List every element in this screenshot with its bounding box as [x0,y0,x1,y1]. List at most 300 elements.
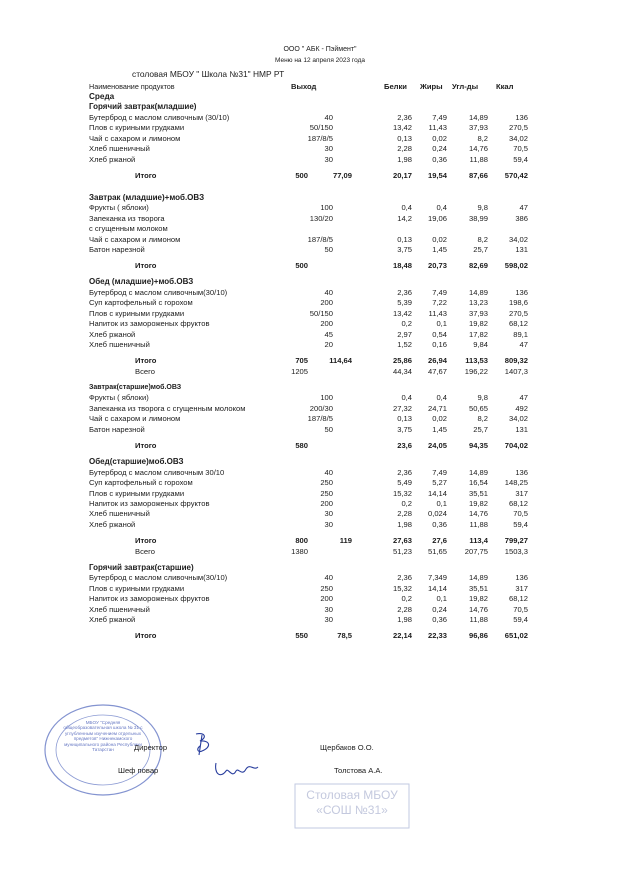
fat-cell: 1,45 [432,424,447,434]
protein-cell: 2,28 [397,604,412,614]
item-name: Обед(старшие)моб.ОВЗ [89,457,184,467]
table-row [0,203,640,213]
protein-cell: 5,39 [397,298,412,308]
output-cell: 200 [320,319,333,329]
kcal-cell: 148,25 [504,478,528,488]
item-name: Напиток из замороженых фруктов [89,319,210,329]
item-name: с сгущенным молоком [89,224,168,234]
col-kcal-header: Ккал [496,82,514,91]
col-name-header: Наименование продуктов [89,82,175,91]
table-row [0,123,640,133]
output-cell: 20 [324,340,333,350]
table-row [0,414,640,424]
stamp-text: Столовая МБОУ «СОШ №31» [306,788,398,817]
fat-cell: 51,65 [427,546,447,556]
section-header [0,457,640,467]
item-name: Хлеб пшеничный [89,604,150,614]
carbs-cell: 13,23 [468,298,488,308]
item-name: Чай с сахаром и лимоном [89,414,181,424]
kcal-cell: 492 [515,403,528,413]
item-name: Бутерброд с маслом сливочным 30/10 [89,467,225,477]
item-name: Горячий завтрак(старшие) [89,562,194,572]
fat-cell: 20,73 [427,261,447,271]
item-name: Фрукты ( яблоки) [89,393,149,403]
price-cell: 114,64 [329,356,352,366]
fat-cell: 0,02 [432,414,447,424]
total-row [0,631,640,641]
protein-cell: 0,2 [401,319,412,329]
fat-cell: 0,54 [432,329,447,339]
grand-total-row [0,367,640,377]
table-row [0,584,640,594]
fat-cell: 7,349 [427,573,447,583]
output-cell: 187/8/5 [307,133,333,143]
output-cell: 30 [324,144,333,154]
carbs-cell: 196,22 [464,366,488,376]
canteen-stamp [293,782,411,830]
table-row [0,468,640,478]
table-row [0,489,640,499]
output-cell: 45 [324,329,333,339]
output-cell: 705 [295,356,308,366]
fat-cell: 5,27 [432,478,447,488]
table-row [0,235,640,245]
table-row [0,155,640,165]
kcal-cell: 34,02 [508,234,528,244]
fat-cell: 26,94 [427,356,447,366]
fat-cell: 7,49 [432,467,447,477]
protein-cell: 2,36 [397,112,412,122]
section-header [0,383,640,393]
kcal-cell: 136 [515,573,528,583]
kcal-cell: 704,02 [504,441,528,451]
protein-cell: 2,97 [397,329,412,339]
output-cell: 500 [295,261,308,271]
protein-cell: 22,14 [392,631,412,641]
output-cell: 130/20 [309,213,333,223]
fat-cell: 27,6 [432,536,447,546]
fat-cell: 47,67 [427,366,447,376]
fat-cell: 11,43 [428,123,447,133]
company-name: ООО " АБК - Пэймент" [283,46,357,53]
fat-cell: 14,14 [427,583,447,593]
carbs-cell: 94,35 [468,441,488,451]
fat-cell: 22,33 [427,631,447,641]
item-name: Суп картофельный с горохом [89,298,193,308]
kcal-cell: 386 [515,213,528,223]
output-cell: 250 [320,478,333,488]
director-signature [190,731,220,757]
protein-cell: 13,42 [392,123,412,133]
output-cell: 40 [324,112,333,122]
kcal-cell: 131 [515,424,528,434]
kcal-cell: 570,42 [504,170,528,180]
col-protein-header: Белки [384,82,407,91]
carbs-cell: 14,89 [468,287,488,297]
item-name: Бутерброд с маслом сливочным (30/10) [89,112,230,122]
price-cell: 77,09 [332,170,352,180]
protein-cell: 1,98 [397,519,412,529]
fat-cell: 0,1 [436,499,447,509]
school-name: столовая МБОУ " Школа №31" НМР РТ [132,69,285,79]
output-cell: 30 [324,604,333,614]
protein-cell: 27,63 [392,536,412,546]
carbs-cell: 35,51 [468,488,488,498]
item-name: Итого [135,441,157,451]
output-cell: 1205 [291,366,308,376]
protein-cell: 0,2 [401,594,412,604]
protein-cell: 27,32 [392,403,412,413]
table-row [0,425,640,435]
kcal-cell: 70,5 [513,509,528,519]
col-output-header: Выход [291,82,317,91]
item-name: Итого [135,536,157,546]
section-header [0,102,640,112]
output-cell: 187/8/5 [307,234,333,244]
chef-name: Толстова А.А. [334,766,383,775]
output-cell: 200 [320,499,333,509]
fat-cell: 7,22 [432,298,447,308]
protein-cell: 51,23 [392,546,412,556]
kcal-cell: 68,12 [508,319,528,329]
protein-cell: 44,34 [392,366,412,376]
item-name: Суп картофельный с горохом [89,478,193,488]
kcal-cell: 70,5 [513,604,528,614]
protein-cell: 1,98 [397,154,412,164]
fat-cell: 24,71 [427,403,447,413]
carbs-cell: 25,7 [473,424,488,434]
item-name: Итого [135,631,157,641]
protein-cell: 2,36 [397,467,412,477]
protein-cell: 1,98 [397,615,412,625]
table-row [0,499,640,509]
table-row [0,594,640,604]
kcal-cell: 59,4 [513,519,528,529]
fat-cell: 11,43 [428,308,447,318]
carbs-cell: 8,2 [477,234,488,244]
output-cell: 30 [324,615,333,625]
item-name: Запеканка из творога [89,213,165,223]
kcal-cell: 799,27 [504,536,528,546]
carbs-cell: 50,65 [468,403,488,413]
table-row [0,245,640,255]
item-name: Запеканка из творога с сгущенным молоком [89,403,246,413]
fat-cell: 0,02 [432,234,447,244]
item-name: Батон нарезной [89,245,145,255]
seal-text: МБОУ "Средняя общеобразовательная школа № 31 с углубленным изучением отдельных предметов" Нижнекамского муниципального района Республики Татарстан [63,720,143,753]
carbs-cell: 35,51 [468,583,488,593]
fat-cell: 0,4 [436,393,447,403]
fat-cell: 0,4 [436,203,447,213]
kcal-cell: 136 [515,112,528,122]
carbs-cell: 14,89 [468,467,488,477]
carbs-cell: 96,86 [468,631,488,641]
item-name: Чай с сахаром и лимоном [89,133,181,143]
item-name: Хлеб пшеничный [89,144,150,154]
kcal-cell: 270,5 [508,308,528,318]
carbs-cell: 14,89 [468,112,488,122]
carbs-cell: 37,93 [468,308,488,318]
section-header [0,193,640,203]
output-cell: 40 [324,467,333,477]
protein-cell: 3,75 [397,424,412,434]
total-row [0,441,640,451]
output-cell: 200/30 [309,403,333,413]
kcal-cell: 59,4 [513,154,528,164]
item-name: Всего [135,546,155,556]
total-row [0,536,640,546]
output-cell: 40 [324,287,333,297]
col-fat-header: Жиры [420,82,443,91]
kcal-cell: 1503,3 [504,546,528,556]
carbs-cell: 25,7 [473,245,488,255]
item-name: Фрукты ( яблоки) [89,203,149,213]
output-cell: 1380 [291,546,308,556]
item-name: Итого [135,356,157,366]
fat-cell: 0,1 [436,594,447,604]
fat-cell: 0,24 [432,144,447,154]
total-row [0,171,640,181]
menu-date: Меню на 12 апреля 2023 года [274,57,366,64]
price-cell: 119 [339,536,352,546]
carbs-cell: 9,8 [477,393,488,403]
output-cell: 100 [320,393,333,403]
table-row [0,509,640,519]
protein-cell: 14,2 [397,213,412,223]
item-name: Обед (младшие)+моб.ОВЗ [89,277,194,287]
kcal-cell: 68,12 [508,499,528,509]
kcal-cell: 47 [519,340,528,350]
protein-cell: 0,4 [401,203,412,213]
protein-cell: 0,2 [401,499,412,509]
kcal-cell: 131 [515,245,528,255]
table-row [0,288,640,298]
kcal-cell: 89,1 [513,329,528,339]
protein-cell: 3,75 [397,245,412,255]
item-name: Завтрак(старшие)моб.ОВЗ [89,384,182,392]
table-row [0,309,640,319]
output-cell: 50 [324,245,333,255]
output-cell: 200 [320,298,333,308]
kcal-cell: 651,02 [504,631,528,641]
table-row [0,224,640,234]
output-cell: 30 [324,154,333,164]
output-cell: 50 [324,424,333,434]
item-name: Плов с куриными грудками [89,583,185,593]
item-name: Хлеб ржаной [89,329,136,339]
fat-cell: 24,05 [427,441,447,451]
output-cell: 40 [324,573,333,583]
carbs-cell: 37,93 [468,123,488,133]
total-row [0,356,640,366]
section-header [0,563,640,573]
price-cell: 78,5 [337,631,352,641]
item-name: Напиток из замороженых фруктов [89,594,210,604]
carbs-cell: 11,88 [469,154,488,164]
protein-cell: 0,13 [397,234,412,244]
output-cell: 200 [320,594,333,604]
protein-cell: 13,42 [392,308,412,318]
fat-cell: 0,36 [432,519,447,529]
protein-cell: 25,86 [392,356,412,366]
item-name: Хлеб пшеничный [89,340,150,350]
table-row [0,605,640,615]
table-row [0,113,640,123]
protein-cell: 20,17 [392,170,412,180]
carbs-cell: 113,4 [469,536,488,546]
kcal-cell: 270,5 [508,123,528,133]
carbs-cell: 11,88 [469,615,488,625]
fat-cell: 7,49 [432,112,447,122]
output-cell: 800 [295,536,308,546]
output-cell: 50/150 [309,308,333,318]
table-row [0,573,640,583]
output-cell: 100 [320,203,333,213]
table-row [0,478,640,488]
table-row [0,340,640,350]
col-carbs-header: Угл-ды [452,82,479,91]
day-header [0,92,640,102]
output-cell: 580 [295,441,308,451]
item-name: Хлеб пшеничный [89,509,150,519]
item-name: Хлеб ржаной [89,154,136,164]
protein-cell: 0,4 [401,393,412,403]
item-name: Среда [89,92,115,101]
table-row [0,615,640,625]
output-cell: 250 [320,488,333,498]
kcal-cell: 809,32 [504,356,528,366]
item-name: Напиток из замороженых фруктов [89,499,210,509]
carbs-cell: 17,82 [468,329,488,339]
output-cell: 250 [320,583,333,593]
kcal-cell: 136 [515,287,528,297]
table-row [0,393,640,403]
output-cell: 187/8/5 [307,414,333,424]
fat-cell: 0,24 [432,604,447,614]
fat-cell: 14,14 [427,488,447,498]
protein-cell: 5,49 [397,478,412,488]
kcal-cell: 198,6 [508,298,528,308]
table-row [0,520,640,530]
chef-label: Шеф повар [118,766,159,775]
output-cell: 500 [295,170,308,180]
table-row [0,404,640,414]
table-row [0,214,640,224]
item-name: Итого [135,261,157,271]
table-row [0,330,640,340]
fat-cell: 7,49 [432,287,447,297]
output-cell: 550 [295,631,308,641]
protein-cell: 0,13 [397,414,412,424]
carbs-cell: 16,54 [468,478,488,488]
fat-cell: 19,06 [427,213,447,223]
item-name: Хлеб ржаной [89,519,136,529]
carbs-cell: 14,76 [468,509,488,519]
item-name: Итого [135,170,157,180]
table-row [0,144,640,154]
carbs-cell: 8,2 [477,133,488,143]
item-name: Плов с куриными грудками [89,123,185,133]
fat-cell: 0,024 [427,509,447,519]
chef-signature [212,757,262,783]
kcal-cell: 34,02 [508,133,528,143]
kcal-cell: 47 [519,203,528,213]
section-header [0,277,640,287]
carbs-cell: 11,88 [469,519,488,529]
fat-cell: 19,54 [427,170,447,180]
carbs-cell: 9,84 [473,340,488,350]
fat-cell: 0,36 [432,154,447,164]
kcal-cell: 317 [515,488,528,498]
item-name: Всего [135,366,155,376]
protein-cell: 1,52 [397,340,412,350]
kcal-cell: 1407,3 [504,366,528,376]
carbs-cell: 113,53 [465,356,488,366]
fat-cell: 0,36 [432,615,447,625]
protein-cell: 0,13 [397,133,412,143]
protein-cell: 2,28 [397,509,412,519]
carbs-cell: 207,75 [464,546,488,556]
protein-cell: 2,36 [397,573,412,583]
director-name: Щербаков О.О. [320,743,374,752]
carbs-cell: 14,89 [468,573,488,583]
director-label: Директор [134,743,168,752]
item-name: Чай с сахаром и лимоном [89,234,181,244]
carbs-cell: 19,82 [468,319,488,329]
kcal-cell: 34,02 [508,414,528,424]
kcal-cell: 70,5 [513,144,528,154]
fat-cell: 1,45 [432,245,447,255]
fat-cell: 0,16 [432,340,447,350]
item-name: Бутерброд с маслом сливочным(30/10) [89,573,228,583]
kcal-cell: 598,02 [504,261,528,271]
kcal-cell: 59,4 [513,615,528,625]
fat-cell: 0,1 [436,319,447,329]
output-cell: 30 [324,519,333,529]
output-cell: 50/150 [309,123,333,133]
carbs-cell: 9,8 [477,203,488,213]
item-name: Завтрак (младшие)+моб.ОВЗ [89,192,205,202]
carbs-cell: 82,69 [468,261,488,271]
fat-cell: 0,02 [432,133,447,143]
protein-cell: 18,48 [392,261,412,271]
item-name: Плов с куриными грудками [89,308,185,318]
table-row [0,319,640,329]
table-row [0,298,640,308]
protein-cell: 2,28 [397,144,412,154]
item-name: Хлеб ржаной [89,615,136,625]
protein-cell: 15,32 [392,583,412,593]
carbs-cell: 19,82 [468,594,488,604]
item-name: Бутерброд с маслом сливочным(30/10) [89,287,228,297]
item-name: Плов с куриными грудками [89,488,185,498]
kcal-cell: 136 [515,467,528,477]
grand-total-row [0,547,640,557]
table-row [0,134,640,144]
carbs-cell: 14,76 [468,144,488,154]
protein-cell: 2,36 [397,287,412,297]
carbs-cell: 87,66 [468,170,488,180]
output-cell: 30 [324,509,333,519]
kcal-cell: 68,12 [508,594,528,604]
kcal-cell: 317 [515,583,528,593]
protein-cell: 15,32 [392,488,412,498]
carbs-cell: 14,76 [468,604,488,614]
carbs-cell: 38,99 [468,213,488,223]
kcal-cell: 47 [519,393,528,403]
protein-cell: 23,6 [397,441,412,451]
carbs-cell: 19,82 [468,499,488,509]
